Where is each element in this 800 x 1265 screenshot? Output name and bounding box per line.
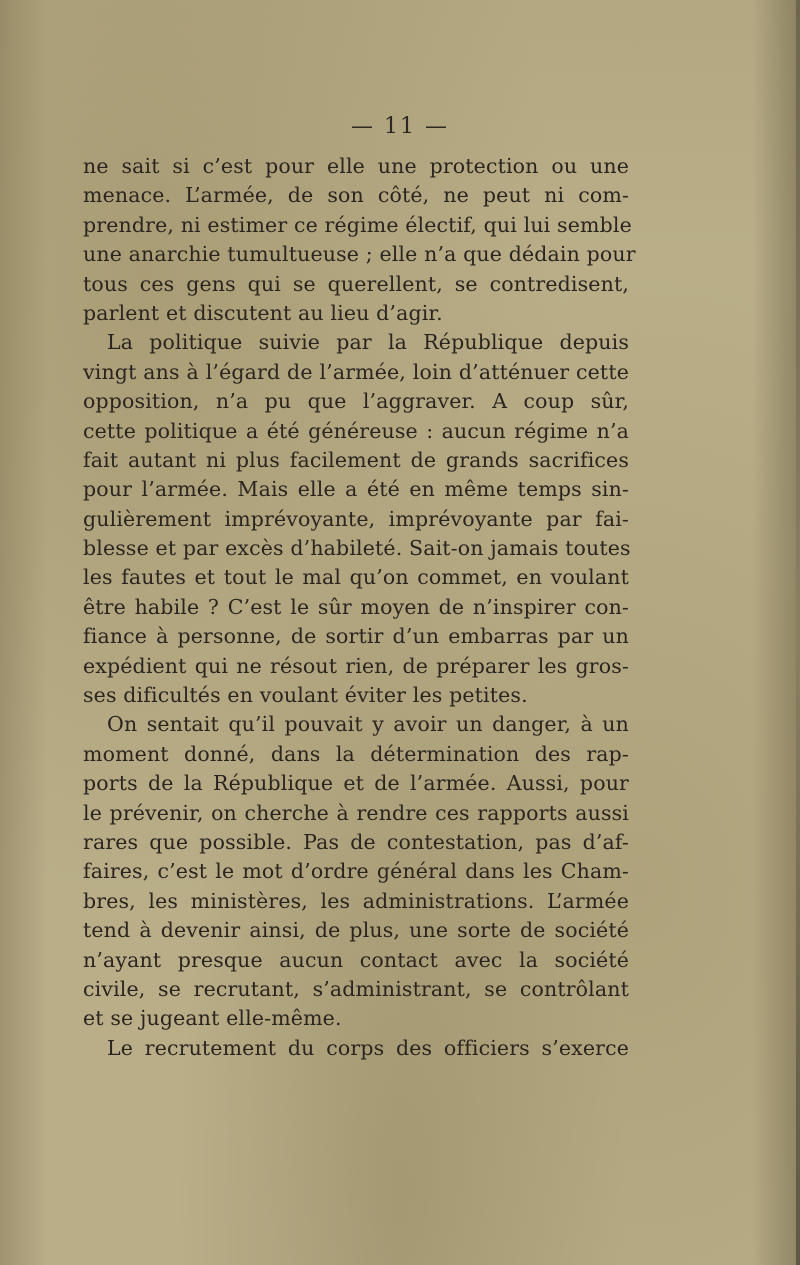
text-line: pour l’armée. Mais elle a été en même temps sin-: [83, 477, 629, 502]
text-line: ports de la République et de l’armée. Aussi, pour: [83, 771, 629, 796]
text-line: ses dificultés en voulant éviter les petites.: [83, 683, 528, 708]
text-line: tous ces gens qui se querellent, se contredisent,: [83, 271, 629, 296]
text-line: tend à devenir ainsi, de plus, une sorte de société: [83, 918, 629, 943]
text-line: les fautes et tout le mal qu’on commet, en voulant: [83, 565, 629, 590]
text-line: n’ayant presque aucun contact avec la société: [83, 947, 629, 972]
text-line: menace. L’armée, de son côté, ne peut ni com-: [83, 183, 629, 208]
text-line: et se jugeant elle-même.: [83, 1006, 342, 1031]
text-line: bres, les ministères, les administrations. L’armée: [83, 888, 629, 913]
text-line: opposition, n’a pu que l’aggraver. A coup sûr,: [83, 389, 629, 414]
text-line: moment donné, dans la détermination des rap-: [83, 741, 629, 766]
text-line: civile, se recrutant, s’administrant, se contrôlant: [83, 976, 629, 1001]
text-line: être habile ? C’est le sûr moyen de n’inspirer con-: [83, 594, 629, 619]
text-line: le prévenir, on cherche à rendre ces rapports aussi: [83, 800, 629, 825]
text-line: prendre, ni estimer ce régime électif, qui lui semble: [83, 212, 632, 237]
text-line: gulièrement imprévoyante, imprévoyante par fai-: [83, 506, 629, 531]
text-line: ne sait si c’est pour elle une protection ou une: [83, 154, 629, 178]
text-line: cette politique a été généreuse : aucun régime n’a: [83, 418, 629, 443]
text-line: faires, c’est le mot d’ordre général dans les Cham-: [83, 859, 629, 884]
text-line: fiance à personne, de sortir d’un embarras par un: [83, 624, 629, 649]
text-line: vingt ans à l’égard de l’armée, loin d’atténuer cette: [83, 359, 629, 384]
text-line: La politique suivie par la République depuis: [107, 330, 629, 355]
text-line: expédient qui ne résout rien, de préparer les gros-: [83, 653, 629, 678]
text-line: Le recrutement du corps des officiers s’exerce: [107, 1035, 629, 1060]
text-line: blesse et par excès d’habileté. Sait-on jamais toutes: [83, 536, 631, 561]
page-number: — 11 —: [351, 114, 449, 139]
body-text: [83, 152, 636, 1063]
page-edge-shadow: [796, 0, 800, 1265]
text-line: On sentait qu’il pouvait y avoir un danger, à un: [107, 712, 629, 737]
text-line: une anarchie tumultueuse ; elle n’a que dédain pour: [83, 242, 636, 267]
text-line: parlent et discutent au lieu d’agir.: [83, 300, 443, 325]
text-line: fait autant ni plus facilement de grands sacrifices: [83, 447, 629, 472]
text-line: rares que possible. Pas de contestation, pas d’af-: [83, 829, 629, 854]
